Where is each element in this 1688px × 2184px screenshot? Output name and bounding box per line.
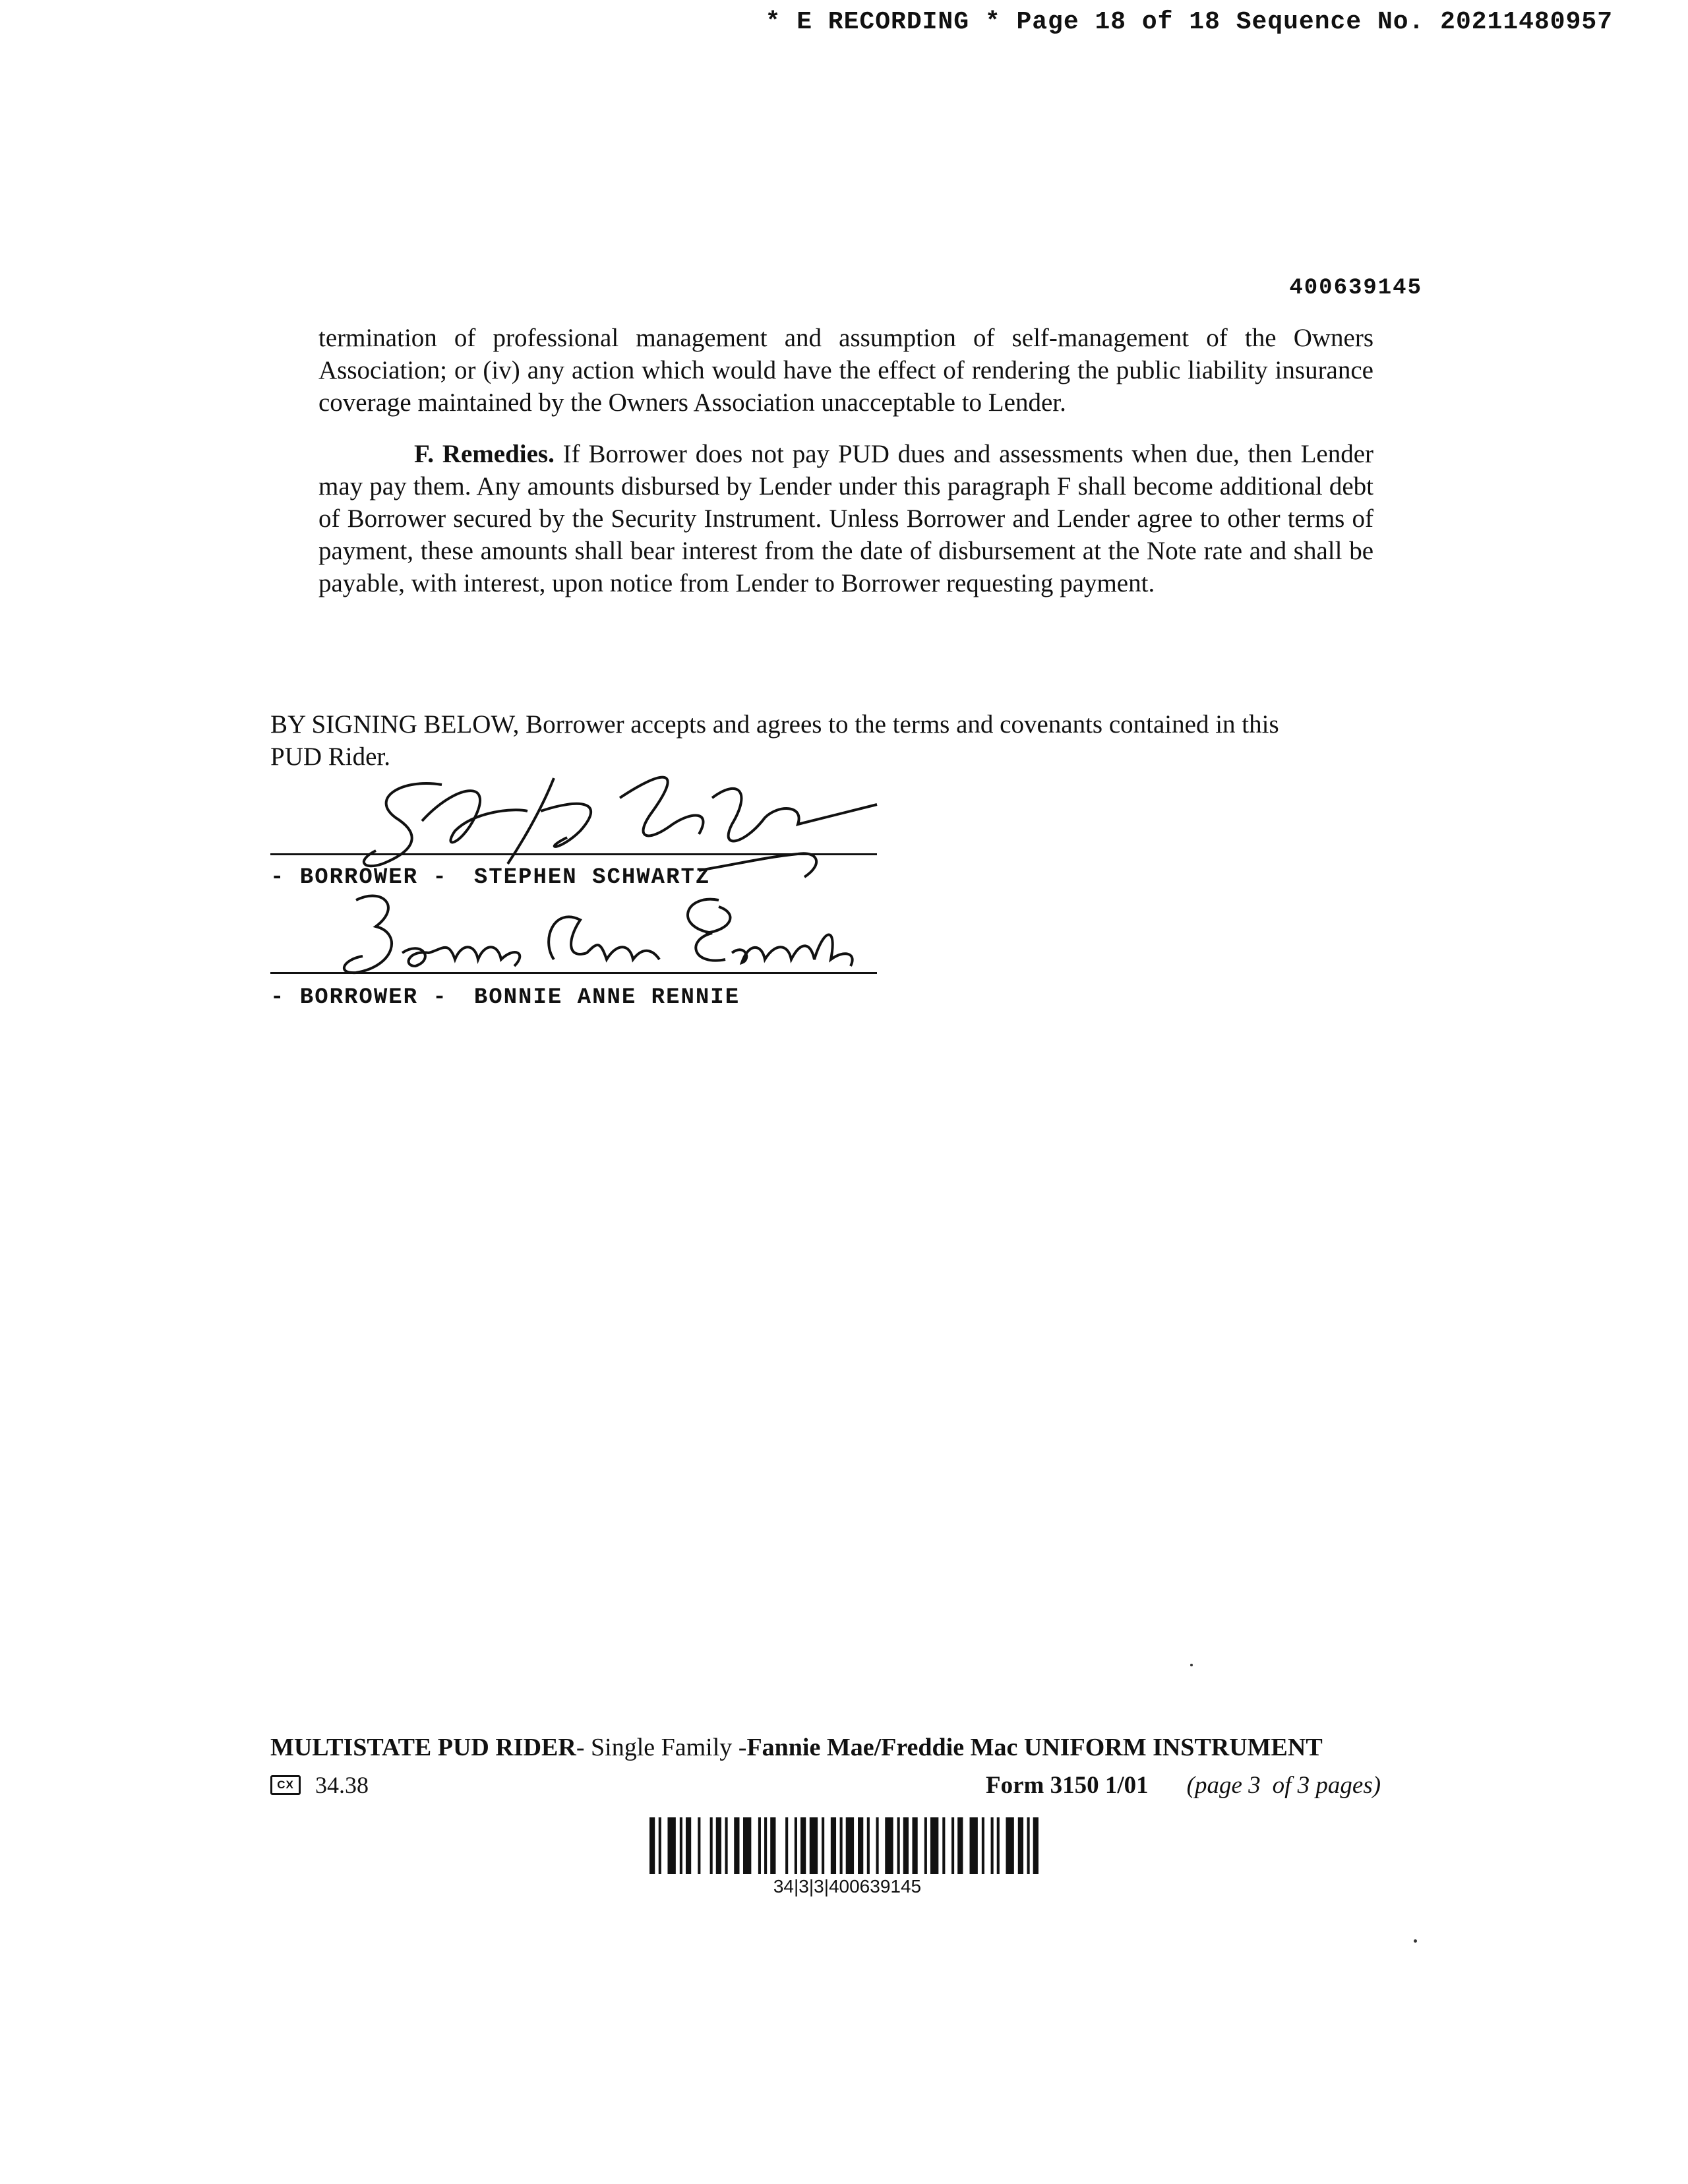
scan-speck <box>1190 1664 1193 1666</box>
barcode-bar <box>876 1817 879 1874</box>
barcode-bar <box>725 1817 728 1874</box>
footer-title-bold-2: Fannie Mae/Freddie Mac UNIFORM INSTRUMENT <box>746 1734 1323 1761</box>
barcode-bar <box>716 1817 721 1874</box>
barcode-bar <box>1018 1817 1023 1874</box>
barcode-bar <box>885 1817 893 1874</box>
role-label: - BORROWER - <box>270 985 448 1010</box>
barcode-bar <box>897 1817 900 1874</box>
signing-statement <box>270 708 1426 773</box>
barcode-bar <box>810 1817 818 1874</box>
barcode-bar <box>667 1817 675 1874</box>
barcode-bar <box>912 1817 917 1874</box>
signature-bonnie-anne-rennie <box>316 887 877 979</box>
barcode-bar <box>930 1817 938 1874</box>
remedies-paragraph <box>318 438 1373 599</box>
page-label: (page 3 <box>1186 1772 1261 1799</box>
barcode-bar <box>822 1817 824 1874</box>
barcode-bar <box>997 1817 1000 1874</box>
barcode-bar <box>795 1817 797 1874</box>
barcode-bar <box>957 1817 963 1874</box>
barcode-bar <box>1027 1817 1030 1874</box>
barcode-bar <box>867 1817 870 1874</box>
barcode-icon <box>649 1817 1045 1874</box>
barcode-bar <box>680 1817 682 1874</box>
footer-title-normal: - Single Family - <box>576 1734 747 1761</box>
scan-speck <box>1414 1939 1417 1943</box>
signing-statement-line-1: BY SIGNING BELOW, Borrower accepts and agrees to the terms and covenants contained in this <box>270 710 1279 739</box>
footer-title-bold: MULTISTATE PUD RIDER <box>270 1734 576 1761</box>
signing-statement-line-2: PUD Rider. <box>270 743 391 771</box>
barcode-bar <box>734 1817 739 1874</box>
barcode-bar <box>846 1817 854 1874</box>
doc-code: 34.38 <box>315 1772 369 1798</box>
footer-title <box>270 1733 1323 1762</box>
role-label: - BORROWER - <box>270 865 448 890</box>
barcode-bar <box>698 1817 700 1874</box>
cx-icon: CX <box>270 1775 301 1795</box>
remedies-heading: F. Remedies. <box>414 440 555 468</box>
barcode-bar <box>743 1817 751 1874</box>
barcode-bar <box>858 1817 863 1874</box>
signature-line-2 <box>270 972 877 974</box>
loan-number: 400639145 <box>1289 276 1422 301</box>
barcode-bar <box>659 1817 661 1874</box>
barcode-bar <box>800 1817 806 1874</box>
barcode-bar <box>982 1817 984 1874</box>
footer-doc-code <box>270 1771 369 1799</box>
barcode-bar <box>686 1817 691 1874</box>
barcode-bar <box>970 1817 978 1874</box>
barcode-bar <box>1006 1817 1013 1874</box>
barcode-bar <box>758 1817 761 1874</box>
remedies-text: If Borrower does not pay PUD dues and assessments when due, then Lender may pay them. Any amounts disbursed by Lender under this paragraph F shall become additional debt of Borrower secured by the Security Instrument. Unless Borrower and Lender agree to other terms of payment, these amounts shall bear interest from the date of disbursement at the Note rate and shall be payable, with interest, upon notice from Lender to Borrower requesting payment. <box>318 440 1373 597</box>
form-label: Form 3150 1/01 <box>986 1772 1149 1799</box>
barcode-bar <box>770 1817 775 1874</box>
barcode-bar <box>785 1817 788 1874</box>
barcode-bar <box>840 1817 843 1874</box>
page-of-label: of 3 pages) <box>1272 1772 1381 1799</box>
barcode-bar <box>649 1817 655 1874</box>
barcode-bar <box>1033 1817 1039 1874</box>
barcode-bar <box>942 1817 945 1874</box>
signer-name: STEPHEN SCHWARTZ <box>473 865 711 890</box>
barcode-bar <box>951 1817 954 1874</box>
continuation-paragraph: termination of professional management and assumption of self-management of the Owners Association; or (iv) any action which would have the effect of rendering the public liability insurance coverage maintained by the Owners Association unacceptable to Lender. <box>318 324 1373 417</box>
signature-line-1 <box>270 853 877 855</box>
barcode-bar <box>764 1817 767 1874</box>
recording-header: * E RECORDING * Page 18 of 18 Sequence No. 20211480957 <box>765 8 1613 36</box>
footer-form-info <box>986 1771 1381 1800</box>
signer-name: BONNIE ANNE RENNIE <box>473 985 740 1010</box>
barcode-bar <box>991 1817 994 1874</box>
barcode-bar <box>903 1817 909 1874</box>
barcode-bar <box>710 1817 713 1874</box>
barcode-bar <box>924 1817 927 1874</box>
barcode-bar <box>831 1817 836 1874</box>
signature-stephen-schwartz <box>343 772 890 877</box>
barcode-text: 34|3|3|400639145 <box>773 1876 922 1896</box>
signature-label-2 <box>270 985 740 1010</box>
